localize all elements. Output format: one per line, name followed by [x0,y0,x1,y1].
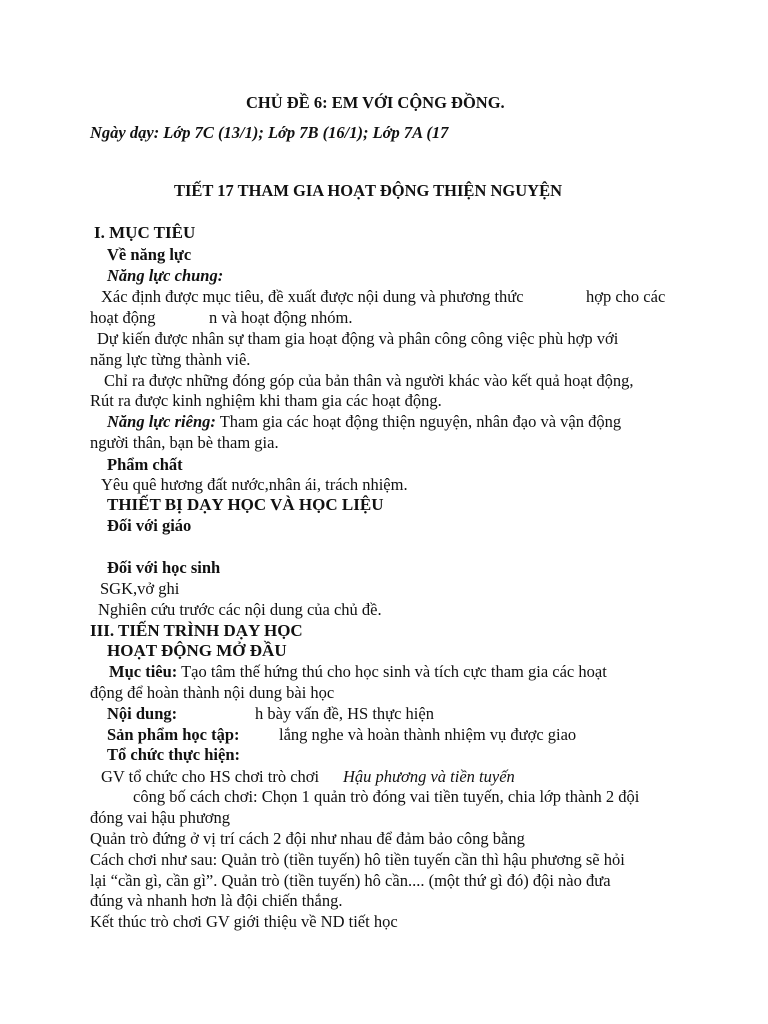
paragraph-text: Quản trò đứng ở vị trí cách 2 đội như nhau để đảm bảo công bằng [90,829,525,848]
list-item: Nghiên cứu trước các nội dung của chủ đề. [98,600,382,619]
paragraph-text: đóng vai hậu phương [90,808,231,827]
paragraph-text: Cách chơi như sau: Quản trò (tiền tuyến) hô tiền tuyến cần thì hậu phương sẽ hỏi [90,850,625,869]
section-1-heading: I. MỤC TIÊU [94,223,196,242]
nang-luc-chung-label: Năng lực chung: [107,266,224,285]
paragraph-text: Yêu quê hương đất nước,nhân ái, trách nhiệm. [101,475,408,494]
paragraph-text: hoạt động [90,308,156,327]
nang-luc-rieng-label: Năng lực riêng: [107,412,216,431]
to-chuc-label: Tổ chức thực hiện: [107,745,241,764]
noi-dung-text: h bày vấn đề, HS thực hiện [255,704,434,723]
hoat-dong-mo-dau-heading: HOẠT ĐỘNG MỞ ĐẦU [107,641,287,660]
list-item: SGK,vở ghi [100,579,180,598]
paragraph-text: người thân, bạn bè tham gia. [90,433,279,452]
san-pham-label: Sản phẩm học tập: [107,725,240,744]
nang-luc-rieng-line [107,412,621,432]
paragraph-text: động để hoàn thành nội dung bài học [90,683,335,702]
paragraph-text: Dự kiến được nhân sự tham gia hoạt động và phân công công việc phù hợp với [97,329,619,348]
paragraph-text: Xác định được mục tiêu, đề xuất được nội dung và phương thức [101,287,524,306]
paragraph-text: hợp cho các [586,287,666,306]
paragraph-text: công bố cách chơi: Chọn 1 quản trò đóng vai tiền tuyến, chia lớp thành 2 đội [133,787,640,806]
paragraph-text: Kết thúc trò chơi GV giới thiệu về ND tiết học [90,912,398,931]
noi-dung-label: Nội dung: [107,704,178,723]
pham-chat-heading: Phẩm chất [107,455,183,474]
paragraph-text: Chỉ ra được những đóng góp của bản thân và người khác vào kết quả hoạt động, [104,371,634,390]
paragraph-text: Rút ra được kinh nghiệm khi tham gia các hoạt động. [90,391,442,410]
gv-line-text: GV tổ chức cho HS chơi trò chơi [101,767,320,786]
section-2-heading: THIẾT BỊ DẠY HỌC VÀ HỌC LIỆU [107,495,384,514]
nang-luc-rieng-text: Tham gia các hoạt động thiện nguyện, nhân đạo và vận động [215,412,622,431]
paragraph-text: năng lực từng thành viê. [90,350,251,369]
section-3-heading: III. TIẾN TRÌNH DẠY HỌC [90,621,303,640]
doi-voi-hoc-sinh-heading: Đối với học sinh [107,558,221,577]
document-title: CHỦ ĐỀ 6: EM VỚI CỘNG ĐỒNG. [246,93,505,112]
paragraph-text: n và hoạt động nhóm. [209,308,353,327]
game-name: Hậu phương và tiền tuyến [343,767,515,786]
date-line: Ngày dạy: Lớp 7C (13/1); Lớp 7B (16/1); Lớp 7A (17 [90,123,449,142]
lesson-title: TIẾT 17 THAM GIA HOẠT ĐỘNG THIỆN NGUYỆN [174,181,562,200]
paragraph-text: đúng và nhanh hơn là đội chiến thắng. [90,891,343,910]
doi-voi-giao-vien-heading: Đối với giáo [107,516,192,535]
san-pham-text: lắng nghe và hoàn thành nhiệm vụ được giao [279,725,577,744]
muc-tieu-label: Mục tiêu: [109,662,178,681]
muc-tieu-text: Tạo tâm thế hứng thú cho học sinh và tích cực tham gia các hoạt [177,662,607,681]
paragraph-text: lại “cần gì, cần gì”. Quản trò (tiền tuyến) hô cần.... (một thứ gì đó) đội nào đưa [90,871,611,890]
muc-tieu-line [109,662,607,682]
nang-luc-heading: Về năng lực [107,245,192,264]
